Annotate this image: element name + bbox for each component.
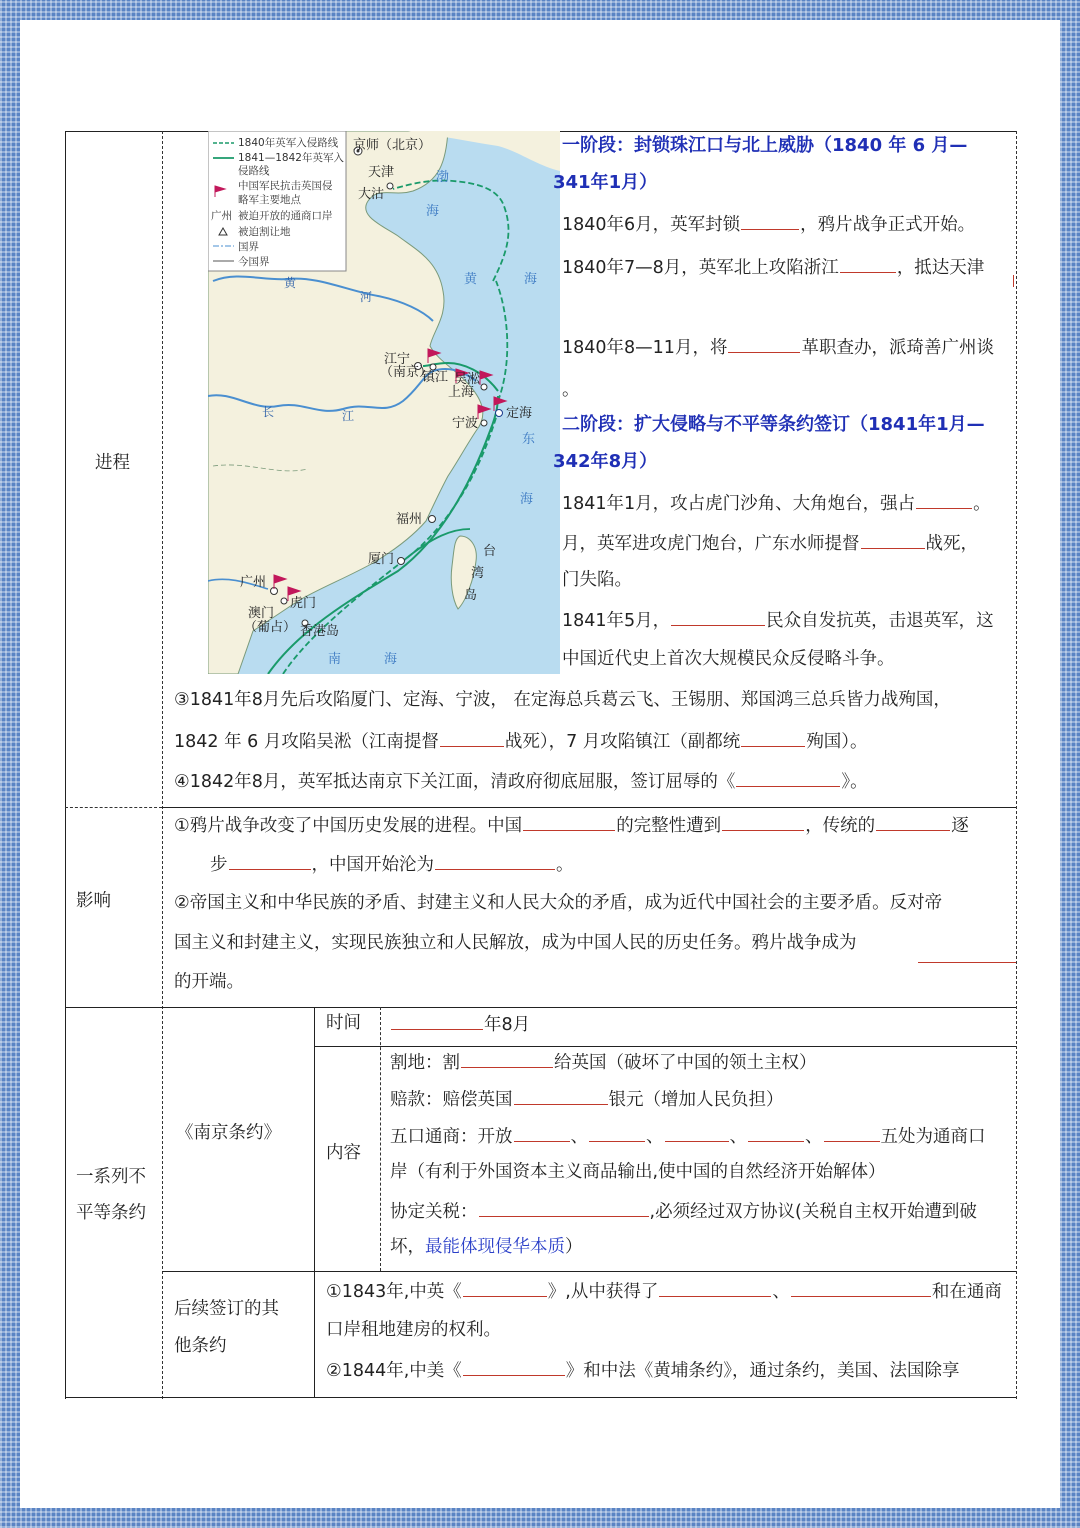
impact-item1-c: ，传统的 bbox=[805, 816, 876, 836]
row-divider-dashed bbox=[65, 807, 162, 808]
map-sea-bohai: 渤 bbox=[436, 170, 450, 185]
answer-blank[interactable] bbox=[918, 962, 1016, 963]
nanjing-later-divider bbox=[162, 1271, 1016, 1272]
impact-item1-cont bbox=[210, 851, 574, 877]
map-legend-port-sample: 广州 bbox=[211, 210, 232, 222]
answer-blank[interactable] bbox=[876, 812, 950, 831]
map-label-shanghai: 上海 bbox=[448, 385, 475, 400]
content-indemnity-b: 银元（增加人民负担） bbox=[608, 1090, 784, 1110]
later-treaties-label-2: 他条约 bbox=[174, 1336, 227, 1356]
later-treaties-label-1: 后续签订的其 bbox=[174, 1299, 279, 1319]
answer-blank[interactable] bbox=[824, 1123, 880, 1142]
content-indemnity-a: 赔款：赔偿英国 bbox=[390, 1090, 513, 1110]
answer-blank[interactable] bbox=[659, 1278, 771, 1297]
answer-blank[interactable] bbox=[665, 1123, 729, 1142]
later-treaty-2-a: ②1844年,中美《 bbox=[326, 1361, 462, 1381]
map-river-changjiang: 长 bbox=[262, 405, 275, 419]
impact-item2-end: 的开端。 bbox=[174, 972, 244, 992]
later-treaty-2 bbox=[326, 1357, 960, 1383]
answer-blank[interactable] bbox=[523, 812, 615, 831]
stage2-item4-b: 战死），7 月攻陷镇江（副都统 bbox=[504, 732, 741, 752]
stage2-item4-a: 1842 年 6 月攻陷吴淞（江南提督 bbox=[174, 732, 439, 752]
row-label-progress: 进程 bbox=[95, 453, 130, 473]
stage2-item3 bbox=[562, 607, 994, 633]
answer-blank[interactable] bbox=[479, 1198, 649, 1217]
stage2-item5 bbox=[174, 768, 868, 794]
answer-blank[interactable] bbox=[791, 1278, 931, 1297]
stage2-item3-a: 1841年5月， bbox=[562, 611, 671, 631]
answer-blank[interactable] bbox=[722, 812, 804, 831]
answer-blank[interactable] bbox=[229, 851, 311, 870]
stage2-item4-cont bbox=[174, 728, 868, 754]
answer-blank[interactable] bbox=[840, 254, 896, 273]
treaty-subcolumn-divider bbox=[314, 1007, 315, 1397]
impact-item1-a: ①鸦片战争改变了中国历史发展的进程。中国 bbox=[174, 816, 523, 836]
row-label-treaties-2: 平等条约 bbox=[76, 1203, 146, 1223]
answer-blank[interactable] bbox=[463, 1278, 547, 1297]
stage2-item2 bbox=[562, 530, 978, 556]
table-top-border-right bbox=[560, 131, 1016, 132]
time-content-divider bbox=[380, 1007, 381, 1271]
map-legend-item: 被迫开放的通商口岸 bbox=[238, 210, 333, 222]
stage1-item1 bbox=[562, 211, 975, 237]
map-label-dagu: 大沽 bbox=[358, 187, 385, 202]
map-sea-donghai: 东 bbox=[522, 432, 536, 447]
map-sea-nanhai: 海 bbox=[384, 652, 398, 667]
answer-blank[interactable] bbox=[514, 1123, 570, 1142]
answer-blank[interactable] bbox=[589, 1123, 645, 1142]
map-label-aomen: 澳门 bbox=[248, 606, 275, 621]
answer-blank[interactable] bbox=[741, 728, 805, 747]
content-cession-a: 割地：割 bbox=[390, 1053, 460, 1073]
content-tariff-b: ,必须经过双方协议(关税自主权开始遭到破 bbox=[649, 1202, 977, 1222]
label-column-divider bbox=[162, 131, 163, 1399]
table-bottom-border bbox=[65, 1397, 1016, 1398]
impact-item1-d: 逐 bbox=[951, 816, 969, 836]
content-tariff-c: 坏， bbox=[390, 1237, 425, 1257]
map-label-dinghai: 定海 bbox=[506, 406, 533, 421]
stage2-item1-a: 1841年1月，攻占虎门沙角、大角炮台，强占 bbox=[562, 494, 916, 514]
stage1-item2-b: ，抵达天津 bbox=[896, 258, 985, 278]
map-sea-huanghai: 黄 bbox=[464, 272, 478, 287]
map-legend-item: 略军主要地点 bbox=[238, 194, 301, 206]
map-legend-item: 今国界 bbox=[238, 256, 270, 268]
map-label-ningbo: 宁波 bbox=[452, 416, 479, 431]
later-treaty-1-c: 、 bbox=[772, 1282, 790, 1302]
answer-blank[interactable] bbox=[741, 211, 799, 230]
later-treaty-1 bbox=[326, 1278, 1002, 1304]
time-row-divider bbox=[314, 1046, 1016, 1047]
stage2-title-line2: 342年8月） bbox=[553, 451, 658, 472]
stage1-item3-a: 1840年8—11月，将 bbox=[562, 338, 728, 358]
stage2-item5-a: ④1842年8月，英军抵达南京下关江面，清政府彻底屈服，签订屈辱的《 bbox=[174, 772, 736, 792]
answer-blank[interactable] bbox=[728, 334, 800, 353]
impact-item1-g: 。 bbox=[556, 855, 574, 875]
row-divider-progress-impact bbox=[162, 807, 1016, 808]
map-sea-huanghai: 海 bbox=[524, 272, 538, 287]
row-divider-impact-treaties bbox=[65, 1007, 1016, 1008]
map-label-beijing: 京师（北京） bbox=[353, 138, 432, 153]
stage1-title-line2: 341年1月） bbox=[553, 172, 658, 193]
map-legend-item: 中国军民抗击英国侵 bbox=[238, 180, 333, 192]
content-tariff bbox=[390, 1198, 977, 1224]
content-tariff-a: 协定关税： bbox=[390, 1202, 478, 1222]
stage2-item5-b: 》。 bbox=[841, 772, 868, 792]
map-label-tianjin: 天津 bbox=[368, 165, 395, 180]
later-treaty-1-a: ①1843年,中英《 bbox=[326, 1282, 462, 1302]
separator: 、 bbox=[805, 1127, 823, 1147]
answer-blank[interactable] bbox=[748, 1123, 804, 1142]
time-label: 时间 bbox=[326, 1013, 361, 1033]
content-cession bbox=[390, 1049, 817, 1075]
map-legend-item: 1840年英军入侵路线 bbox=[238, 137, 339, 149]
stage2-item3-b: 民众自发抗英，击退英军，这 bbox=[766, 611, 994, 631]
row-label-impact: 影响 bbox=[76, 891, 111, 911]
map-label-aomen-note: （葡占） bbox=[244, 620, 297, 635]
answer-blank[interactable] bbox=[440, 728, 504, 747]
stage2-item2-b: 战死， bbox=[925, 534, 978, 554]
stage2-item4: ③1841年8月先后攻陷厦门、定海、宁波， 在定海总兵葛云飞、王锡朋、郑国鸿三总兵皆力战殉国， bbox=[174, 690, 951, 710]
stage1-item1-a: 1840年6月，英军封锁 bbox=[562, 215, 741, 235]
stage1-title-line1: 一阶段：封锁珠江口与北上威胁（1840 年 6 月— bbox=[562, 135, 968, 156]
map-sea-nanhai: 南 bbox=[328, 652, 342, 667]
later-treaty-2-b: 》和中法《黄埔条约》，通过条约，美国、法国除享 bbox=[565, 1361, 960, 1381]
map-label-hongkong: 香港岛 bbox=[300, 624, 340, 639]
map-legend-item: 1841—1842年英军入 bbox=[238, 152, 344, 164]
map-label-taiwan: 台 bbox=[483, 544, 497, 559]
later-treaty-1-b: 》,从中获得了 bbox=[547, 1282, 659, 1302]
stage1-item2-a: 1840年7—8月，英军北上攻陷浙江 bbox=[562, 258, 839, 278]
impact-item1-f: ，中国开始沦为 bbox=[311, 855, 434, 875]
map-label-jiangning: 江宁 bbox=[384, 352, 411, 367]
stage1-item3-end: 。 bbox=[562, 380, 580, 400]
map-label-humen: 虎门 bbox=[290, 596, 317, 611]
time-value-text: 年8月 bbox=[484, 1015, 531, 1035]
map-label-xiamen: 厦门 bbox=[368, 552, 395, 567]
content-ports-a: 五口通商：开放 bbox=[390, 1127, 513, 1147]
content-tariff-cont bbox=[390, 1235, 583, 1259]
map-legend-item: 侵路线 bbox=[238, 165, 270, 177]
map-label-wusong: 吴淞 bbox=[454, 372, 481, 387]
content-tariff-d: ） bbox=[565, 1237, 583, 1257]
table-right-border bbox=[1016, 131, 1017, 1399]
content-ports bbox=[390, 1123, 986, 1149]
separator: 、 bbox=[570, 1127, 588, 1147]
nanjing-treaty-title: 《南京条约》 bbox=[176, 1123, 281, 1143]
map-label-taiwan: 岛 bbox=[464, 588, 478, 603]
content-ports-b: 五处为通商口 bbox=[880, 1127, 986, 1147]
map-label-guangzhou: 广州 bbox=[240, 575, 267, 590]
content-tariff-highlight: 最能体现侵华本质 bbox=[425, 1237, 565, 1257]
table-left-border bbox=[65, 131, 66, 1399]
content-cession-b: 给英国（破坏了中国的领土主权） bbox=[554, 1053, 817, 1073]
answer-blank[interactable] bbox=[514, 1086, 608, 1105]
stage1-item2 bbox=[562, 254, 984, 280]
answer-blank[interactable] bbox=[671, 607, 765, 626]
stage2-item2-a: 月，英军进攻虎门炮台，广东水师提督 bbox=[562, 534, 860, 554]
stage2-item4-c: 殉国）。 bbox=[806, 732, 868, 752]
content-indemnity bbox=[390, 1086, 784, 1112]
separator: 、 bbox=[729, 1127, 747, 1147]
stage2-title-line1: 二阶段：扩大侵略与不平等条约签订（1841年1月— bbox=[562, 414, 985, 435]
map-river-huanghe: 黄 bbox=[284, 276, 297, 290]
impact-item2: ②帝国主义和中华民族的矛盾、封建主义和人民大众的矛盾，成为近代中国社会的主要矛盾。反对帝 bbox=[174, 893, 943, 913]
stage2-item3-cont: 中国近代史上首次大规模民众反侵略斗争。 bbox=[562, 649, 895, 669]
answer-blank[interactable] bbox=[461, 1049, 553, 1068]
answer-blank[interactable] bbox=[435, 851, 555, 870]
content-ports-cont: 岸（有利于外国资本主义商品输出,使中国的自然经济开始解体） bbox=[390, 1162, 886, 1182]
impact-item1-e: 步 bbox=[210, 855, 228, 875]
map-legend-item: 国界 bbox=[238, 241, 259, 253]
content-label: 内容 bbox=[326, 1143, 361, 1163]
later-treaty-1-cont: 口岸租地建房的权利。 bbox=[326, 1320, 501, 1340]
map-river-huanghe: 河 bbox=[360, 290, 373, 304]
time-value bbox=[390, 1011, 530, 1037]
answer-blank[interactable] bbox=[916, 490, 972, 509]
impact-item1 bbox=[174, 812, 969, 838]
map-legend-item: 被迫割让地 bbox=[238, 226, 291, 238]
answer-blank-edge bbox=[1013, 275, 1014, 287]
map-sea-bohai: 海 bbox=[426, 204, 440, 219]
table-top-border bbox=[65, 131, 208, 132]
map-sea-donghai: 海 bbox=[520, 492, 534, 507]
stage1-item1-b: ，鸦片战争正式开始。 bbox=[800, 215, 976, 235]
map-label-nanjing: （南京） bbox=[380, 365, 433, 380]
answer-blank[interactable] bbox=[391, 1011, 483, 1030]
map-label-taiwan: 湾 bbox=[471, 566, 485, 581]
separator: 、 bbox=[646, 1127, 664, 1147]
stage2-item1-b: 。 bbox=[973, 494, 991, 514]
stage2-item1 bbox=[562, 490, 991, 516]
opium-war-map bbox=[208, 131, 560, 674]
stage1-item3 bbox=[562, 334, 994, 360]
map-label-zhenjiang: 镇江 bbox=[422, 370, 449, 385]
row-label-treaties-1: 一系列不 bbox=[76, 1167, 146, 1187]
stage2-item2-cont: 门失陷。 bbox=[562, 570, 632, 590]
stage1-item3-b: 革职查办，派琦善广州谈 bbox=[801, 338, 994, 358]
answer-blank[interactable] bbox=[463, 1357, 565, 1376]
impact-item2-cont: 国主义和封建主义，实现民族独立和人民解放，成为中国人民的历史任务。鸦片战争成为 bbox=[174, 933, 857, 953]
answer-blank[interactable] bbox=[861, 530, 925, 549]
later-treaty-1-d: 和在通商 bbox=[931, 1282, 1002, 1302]
impact-item1-b: 的完整性遭到 bbox=[616, 816, 722, 836]
answer-blank[interactable] bbox=[736, 768, 840, 787]
map-label-fuzhou: 福州 bbox=[396, 512, 423, 527]
map-river-changjiang: 江 bbox=[342, 409, 355, 423]
